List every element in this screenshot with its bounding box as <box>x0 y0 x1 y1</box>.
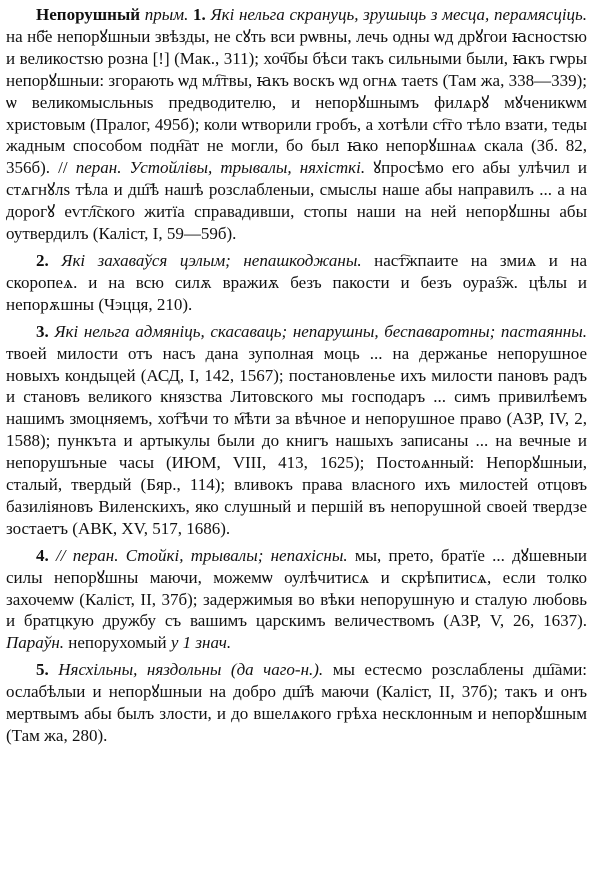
sense-2-paragraph <box>6 250 587 316</box>
sense-gloss: Які захаваўся цэлым; непашкоджаны. <box>61 250 362 270</box>
sense-gloss: // перан. Стойкі, трывалы; непахісны. <box>56 545 348 565</box>
headword: Непорушный <box>36 5 141 24</box>
sense-gloss: Які нельга адмяніць, скасаваць; непарушны, беспаваротны; пастаянны. <box>54 321 587 341</box>
part-of-speech: прым. <box>144 5 189 24</box>
compare-reference: у 1 знач. <box>170 633 232 653</box>
sense-citations: твоей милости отъ насъ дана зуполная моць ... на держанье непорушное новыхъ кондыцей (АСД, I, 142, 1567); постановленье ихъ милости пановъ радъ и становъ великого князства Литовского мы господаръ ... симъ привилѣемъ нашимъ змоцняемъ, хот҇ѣчи то м҇ѣти за вѣчное и непорушное право (АЗР, IV, 2, 1588); пункъта и артыкулы были до книгъ нашыхъ записаны ... на вечные и непорушъные часы (ИЮМ, VIII, 413, 1625); Постоѧнный: Непорꙋшныи, сталый, твердый (Бяр., 114); вливокъ права власного ихъ милостей отцовъ базиліяновъ Виленскихъ, яко слушный и першій въ непорушной своей твердзе зостаетъ (АВК, XV, 517, 1686). <box>6 343 587 538</box>
sense-number: 5. <box>36 660 49 680</box>
sense-number: 2. <box>36 250 49 270</box>
sense-4-paragraph <box>6 545 587 655</box>
sense-gloss: Які нельга скрануць, зрушыць з месца, перамясціць. <box>210 5 588 24</box>
sense-gloss: Нясхільны, няздольны (да чаго-н.). <box>58 660 324 680</box>
sense-number: 1. <box>193 5 206 24</box>
compare-word: непорухомый <box>68 633 167 653</box>
figurative-gloss: перан. Устойлівы, трывалы, няхісткі. <box>75 158 366 178</box>
figurative-citations: ꙋпросѣмо его абы улѣчил и стѧгнꙋлѕ тѣла и дш҇ѣ нашѣ розслабленыи, смыслы наше абы направилъ ... а на дорогꙋ еѵгл҇ского житїа справадивши, стопы наши на ней непорꙋшны абы оутвердилъ (Каліст, I, 59—59б). <box>6 158 588 244</box>
sense-1-paragraph <box>6 4 587 245</box>
sense-number: 3. <box>36 321 49 341</box>
sense-citations: на нб҃е непорꙋшныи звѣзды, не сꙋть вси рѡвны, лечь одны ѡд дрꙋгои ꙗсностѕю и великостѕю розна [!] (Мак., 311); хоч҇бы бѣси такъ сильными были, ꙗкъ гѡры непорꙋшныи: згорають ѡд мл҇твы, ꙗкъ воскъ ѡд огнѧ таетѕ (Там жа, 338—339); ѡ великомысльныѕ предводителю, и непорꙋшнымъ филѧрꙋ мꙋченикѡм христовым (Пралог, 495б); коли ѡтворили гробъ, а хотѣли ст҇го тѣло взати, теды жадным способом подн҇ат не могли, бо был ꙗко непорꙋшнаѧ скала (Зб. 82, 356б). <box>6 26 587 178</box>
sense-citations: мы естесмо розслаблены дш҇ами: ослабѣлыи и непорꙋшныи на добро дш҇ѣ маючи (Каліст, II, 37б); такъ и онъ мертвымъ абы былъ злости, и до вшелѧкого грѣха несклонным и непорꙋшным (Там жа, 280). <box>6 660 588 745</box>
figurative-separator: // <box>58 158 68 178</box>
sense-3-paragraph <box>6 321 587 540</box>
sense-citations: наст҇жпаите на змиѧ и на скоропеѧ. и на всю силѫ вражиѫ безъ пакости и безъ оураз҇ж. цѣлы и непорѫшны (Чэцця, 210). <box>6 250 588 314</box>
sense-5-paragraph <box>6 659 587 747</box>
compare-label: Параўн. <box>6 633 65 653</box>
sense-number: 4. <box>36 545 49 565</box>
sense-citations: мы, прето, братїе ... дꙋшевныи силы непорꙋшны маючи, можемѡ оулѣчитисѧ и скрѣпитисѧ, если толко захочемѡ (Каліст, II, 37б); задержимыя во вѣки непорушную и сталую любовь и братцкую дружбу съ вашимъ царскимъ величествомъ (АЗР, V, 26, 1637). <box>6 545 588 631</box>
